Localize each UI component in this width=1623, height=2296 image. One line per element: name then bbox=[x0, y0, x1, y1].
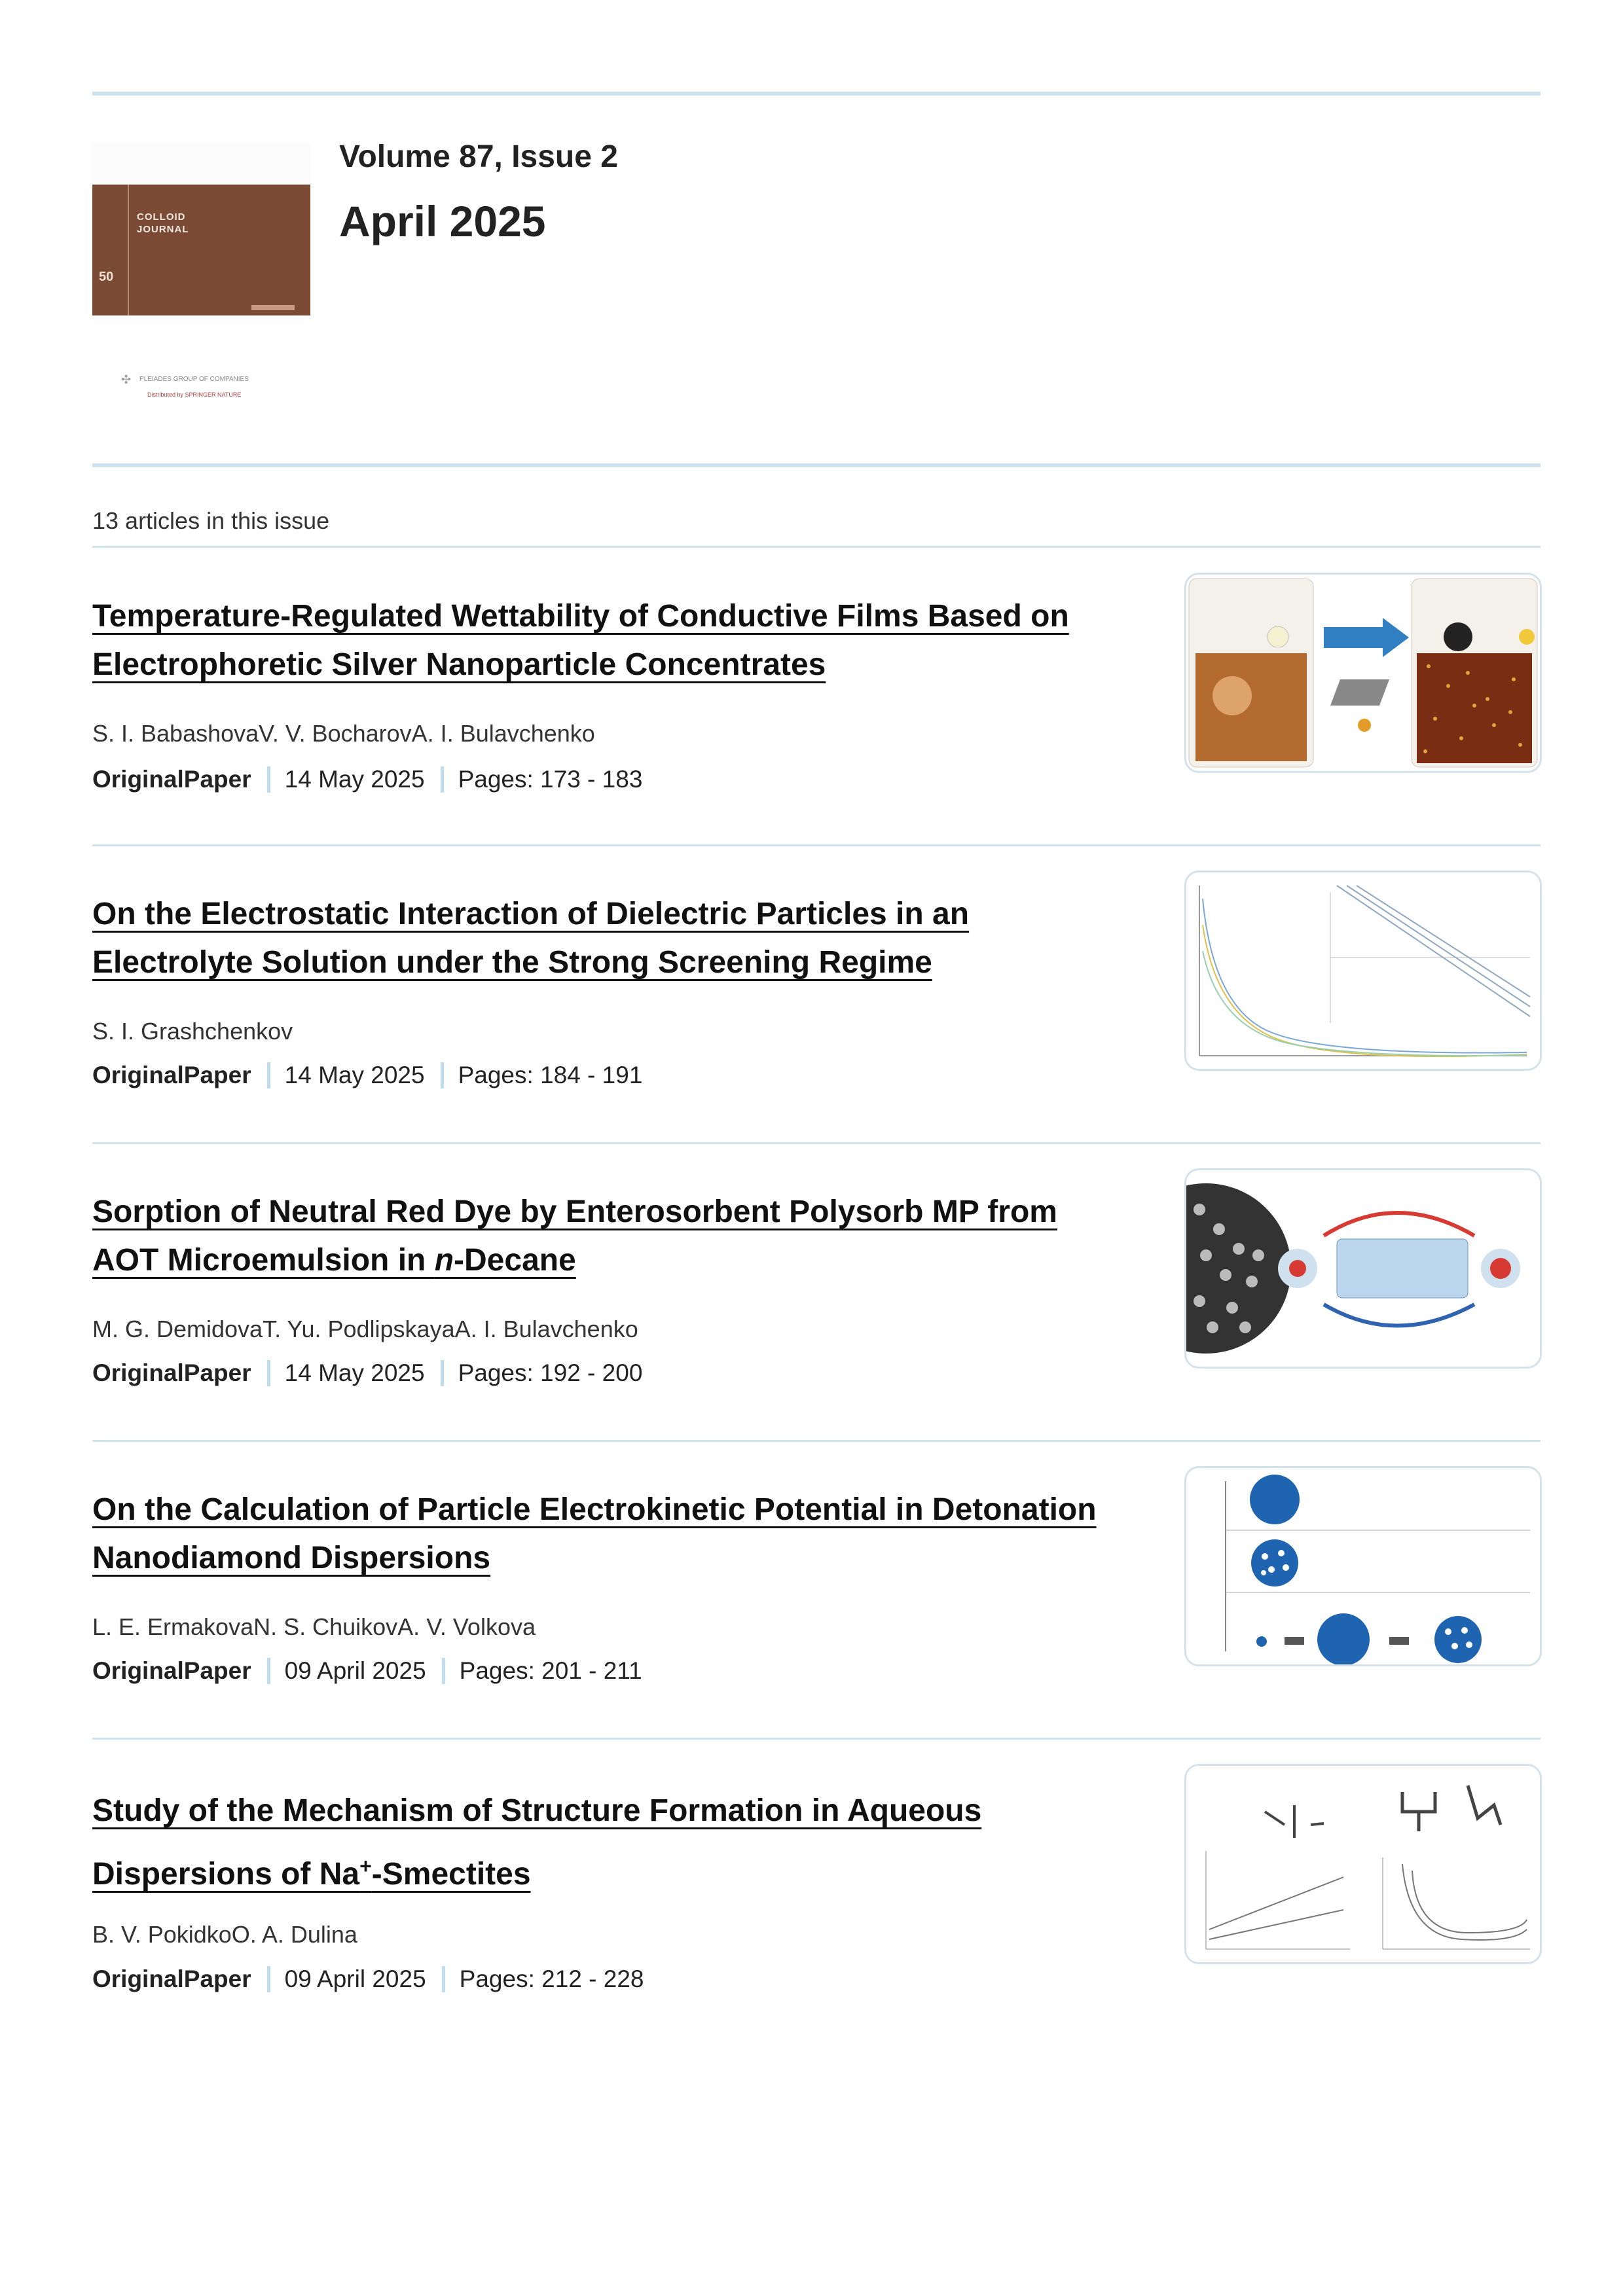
article-type: OriginalPaper bbox=[92, 1965, 251, 1992]
article-graphical-abstract[interactable] bbox=[1184, 1168, 1542, 1369]
article-graphical-abstract[interactable] bbox=[1184, 870, 1542, 1071]
article-meta bbox=[92, 1657, 642, 1685]
article-title-line[interactable]: Dispersions of Na bbox=[92, 1857, 360, 1892]
article-title-line[interactable]: Study of the Mechanism of Structure Formation in Aqueous bbox=[92, 1793, 982, 1828]
article-type: OriginalPaper bbox=[92, 1062, 251, 1088]
article-authors: S. I. Grashchenkov bbox=[92, 1018, 293, 1045]
publisher-line2: Distributed by SPRINGER NATURE bbox=[147, 391, 242, 398]
publisher-logo bbox=[121, 373, 285, 406]
article-pages: Pages: 192 - 200 bbox=[458, 1359, 643, 1386]
article-graphical-abstract[interactable] bbox=[1184, 573, 1542, 773]
article-title-link[interactable] bbox=[92, 890, 1166, 987]
article-divider bbox=[92, 1142, 1541, 1144]
article-title-line[interactable]: Nanodiamond Dispersions bbox=[92, 1541, 491, 1575]
article-graphical-abstract[interactable] bbox=[1184, 1764, 1542, 1964]
article-title-line[interactable]: Electrolyte Solution under the Strong Screening Regime bbox=[92, 945, 932, 980]
article-pages: Pages: 212 - 228 bbox=[459, 1965, 644, 1992]
article-title-sup[interactable]: + bbox=[359, 1854, 372, 1878]
article-title-italic[interactable]: n bbox=[434, 1243, 454, 1278]
article-meta bbox=[92, 1359, 642, 1387]
publisher-line1: PLEIADES GROUP OF COMPANIES bbox=[139, 376, 249, 383]
article-meta bbox=[92, 1062, 642, 1089]
article-pages: Pages: 184 - 191 bbox=[458, 1062, 643, 1088]
header-rule bbox=[92, 463, 1541, 467]
article-meta bbox=[92, 1965, 644, 1993]
article-date: 09 April 2025 bbox=[284, 1965, 426, 1992]
article-authors: S. I. BabashovaV. V. BocharovA. I. Bulavchenko bbox=[92, 720, 595, 747]
cover-title-line1: COLLOID bbox=[137, 211, 186, 223]
article-pages: Pages: 201 - 211 bbox=[459, 1657, 642, 1684]
cover-number: 50 bbox=[99, 270, 114, 284]
pleiades-icon: ✣ bbox=[121, 373, 132, 386]
article-title-link[interactable] bbox=[92, 1784, 1166, 1902]
article-authors: M. G. DemidovaT. Yu. PodlipskayaA. I. Bulavchenko bbox=[92, 1316, 638, 1342]
article-date: 14 May 2025 bbox=[284, 1359, 425, 1386]
article-authors: L. E. ErmakovaN. S. ChuikovA. V. Volkova bbox=[92, 1613, 536, 1640]
article-title-tail[interactable]: -Decane bbox=[454, 1243, 576, 1278]
article-date: 09 April 2025 bbox=[284, 1657, 426, 1684]
article-title-line[interactable]: On the Calculation of Particle Electrokinetic Potential in Detonation bbox=[92, 1492, 1097, 1527]
article-title-line[interactable]: On the Electrostatic Interaction of Dielectric Particles in an bbox=[92, 897, 970, 931]
issue-volume: Volume 87, Issue 2 bbox=[339, 139, 618, 174]
article-count: 13 articles in this issue bbox=[92, 507, 330, 534]
article-title-link[interactable] bbox=[92, 1486, 1166, 1583]
article-title-link[interactable] bbox=[92, 592, 1166, 689]
journal-cover-image[interactable] bbox=[92, 143, 310, 319]
article-meta bbox=[92, 766, 642, 793]
article-title-line[interactable]: Sorption of Neutral Red Dye by Enterosorbent Polysorb MP from bbox=[92, 1194, 1057, 1229]
top-rule bbox=[92, 92, 1541, 96]
issue-date: April 2025 bbox=[339, 197, 546, 245]
article-divider bbox=[92, 1440, 1541, 1442]
article-title-line[interactable]: Electrophoretic Silver Nanoparticle Concentrates bbox=[92, 647, 826, 682]
count-rule bbox=[92, 546, 1541, 548]
article-graphical-abstract[interactable] bbox=[1184, 1466, 1542, 1666]
article-type: OriginalPaper bbox=[92, 1657, 251, 1684]
article-date: 14 May 2025 bbox=[284, 766, 425, 793]
article-divider bbox=[92, 844, 1541, 846]
article-date: 14 May 2025 bbox=[284, 1062, 425, 1088]
article-title-line[interactable]: Temperature-Regulated Wettability of Conductive Films Based on bbox=[92, 599, 1069, 634]
article-title-line[interactable]: AOT Microemulsion in bbox=[92, 1243, 435, 1278]
article-title-tail[interactable]: -Smectites bbox=[371, 1857, 531, 1892]
article-type: OriginalPaper bbox=[92, 766, 251, 793]
article-authors: B. V. PokidkoO. A. Dulina bbox=[92, 1921, 357, 1948]
article-pages: Pages: 173 - 183 bbox=[458, 766, 643, 793]
article-title-link[interactable] bbox=[92, 1188, 1166, 1285]
article-type: OriginalPaper bbox=[92, 1359, 251, 1386]
article-divider bbox=[92, 1738, 1541, 1740]
cover-title-line2: JOURNAL bbox=[137, 224, 189, 235]
